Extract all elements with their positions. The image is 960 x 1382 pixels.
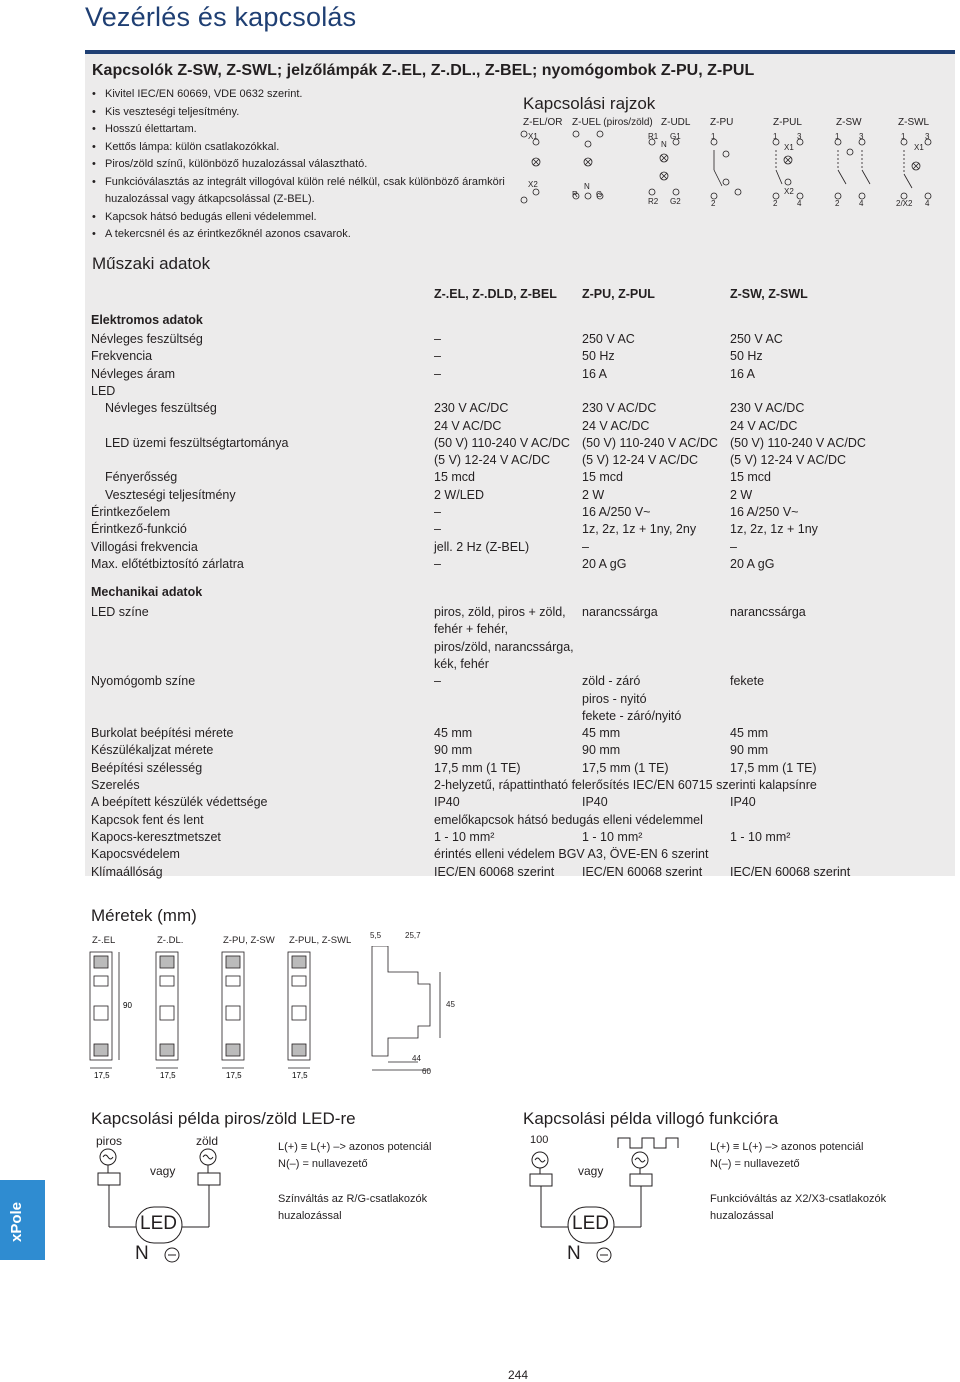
dim-label: Z-PU, Z-SW [223,935,275,946]
row-label: Nyomógomb színe [91,674,196,689]
table-row [91,847,951,864]
table-row [91,401,951,418]
note-line: L(+) ≡ L(+) –> azonos potenciál [278,1141,432,1153]
terminal-label: N [661,140,667,149]
table-row [91,522,951,539]
note-line: huzalozással [278,1210,342,1222]
row-label: Frekvencia [91,349,153,364]
column-header: Z-.EL, Z-.DLD, Z-BEL [434,287,557,301]
cell-c3: 17,5 mm (1 TE) [730,760,817,775]
table-row [91,605,951,622]
table-row [91,384,951,401]
label-100: 100 [530,1134,549,1146]
example2-diagram [522,1136,682,1275]
terminal-label: R1 [648,132,659,141]
cell-c2: – [582,539,589,554]
example1-diagram [90,1145,250,1275]
column-header: Z-PU, Z-PUL [582,287,655,301]
row-label: A beépített készülék védettsége [91,795,268,810]
dim-label: Z-.EL [92,935,116,946]
feature-item: • Kettős lámpa: külön csatlakozókkal. [92,139,512,157]
example1-note [278,1139,431,1173]
cell-c1: érintés elleni védelem BGV A3, ÖVE-EN 6 szerint [434,847,709,862]
dimensions-heading: Méretek (mm) [91,906,197,925]
cell-c2: IP40 [582,795,608,810]
row-label: Érintkező-funkció [91,522,187,537]
cell-c1: 17,5 mm (1 TE) [434,760,521,775]
row-label: LED üzemi feszültségtartománya [105,435,289,450]
cell-c1: – [434,556,441,571]
feature-item: • A tekercsnél és az érintkezőknél azonos csavarok. [92,226,512,244]
terminal-label: X2 [784,187,794,196]
cell-c1: 24 V AC/DC [434,418,502,433]
table-row [91,709,951,726]
row-label: Burkolat beépítési mérete [91,726,234,741]
schematic-label: Z-UDL [661,117,691,128]
terminal-label: X1 [914,143,924,152]
feature-item: • Kapcsok hátsó bedugás elleni védelemmel. [92,209,512,227]
terminal-label: 1 [711,132,716,141]
cell-c2: narancssárga [582,605,658,619]
cell-c3: 15 mcd [730,470,771,485]
feature-list [92,86,512,244]
terminal-label: 3 [797,132,802,141]
cell-c2: piros - nyitó [582,691,647,706]
cell-c2: 15 mcd [582,470,623,485]
cell-c3: 50 Hz [730,349,763,364]
dim-value: 60 [422,1067,431,1076]
n-label: N [567,1243,581,1264]
cell-c1: 2 W/LED [434,487,485,502]
dim-value: 25,7 [405,931,421,940]
table-row [91,453,951,470]
terminal-label: 2 [835,199,840,208]
cell-c2: zöld - záró [582,674,641,689]
table-row [91,692,951,709]
terminal-label: X1 [528,132,538,141]
example1-title: Kapcsolási példa piros/zöld LED-re [91,1109,356,1128]
led-label: LED [140,1213,177,1234]
cell-c1: piros/zöld, narancssárga, [434,639,574,654]
table-row [91,488,951,505]
example2-note [710,1139,863,1173]
terminal-label: 4 [797,199,802,208]
label-or: vagy [578,1164,604,1178]
side-tab [0,1180,45,1260]
row-label: Max. előtétbiztosító zárlatra [91,556,244,571]
schematic-label: Z-PU [710,117,734,128]
row-label: Névleges áram [91,366,176,381]
cell-c3: (50 V) 110-240 V AC/DC [730,435,866,450]
n-label: N [135,1243,149,1264]
schematic-label: Z-SW [836,117,862,128]
cell-c2: 2 W [582,487,605,502]
cell-c2: (50 V) 110-240 V AC/DC [582,435,718,450]
cell-c1: emelőkapcsok hátsó bedugás elleni védelemmel [434,812,703,827]
row-label: LED színe [91,605,149,619]
row-label: Készülékaljzat mérete [91,743,214,758]
table-row [91,726,951,743]
schematic-label: Z-UEL (piros/zöld) [572,117,653,128]
row-label: Kapocs-keresztmetszet [91,829,221,844]
cell-c1: IP40 [434,795,460,810]
terminal-label: X2 [528,180,538,189]
cell-c2: fekete - záró/nyitó [582,708,682,723]
schematic-label: Z-SWL [898,117,930,128]
cell-c3: 230 V AC/DC [730,401,805,416]
note-line: N(–) = nullavezető [710,1158,800,1170]
terminal-label: 2 [773,199,778,208]
terminal-label: 2 [711,199,716,208]
note-line: huzalozással [710,1210,774,1222]
led-label: LED [572,1213,609,1234]
cell-c1: – [434,349,441,364]
table-row [91,795,951,812]
note-line: Színváltás az R/G-csatlakozók [278,1193,428,1205]
row-label: Névleges feszültség [105,401,217,416]
table-row [91,830,951,847]
dim-value: 17,5 [94,1071,110,1080]
row-label: Veszteségi teljesítmény [105,487,236,502]
terminal-label: 4 [925,199,930,208]
dim-label: Z-.DL. [157,935,184,946]
table-row [91,761,951,778]
cell-c2: 1 - 10 mm² [582,829,643,844]
table-row [91,813,951,830]
schematic-label: Z-EL/OR [523,117,563,128]
table-row [91,419,951,436]
wiring-diagrams [518,130,948,212]
schematics-title: Kapcsolási rajzok [523,94,656,113]
row-label: Klímaállóság [91,864,163,879]
cell-c1: 1 - 10 mm² [434,829,495,844]
row-label: Névleges feszültség [91,332,203,346]
cell-c3: 24 V AC/DC [730,418,798,433]
terminal-label: R2 [648,197,659,206]
side-tab-label: xPole [8,1201,25,1242]
table-row [91,349,951,366]
row-label: Szerelés [91,778,140,792]
cell-c3: 16 A/250 V~ [730,505,799,519]
terminal-label: G2 [670,197,681,206]
feature-item: • Funkcióválasztás az integrált villogóval külön relé nélkül, csak különböző áramköri huzalozással vagy átkapcsolással (Z-BEL). [92,174,512,209]
cell-c3: 2 W [730,487,753,502]
cell-c3: 250 V AC [730,332,783,346]
row-label: LED [91,383,116,398]
cell-c3: 20 A gG [730,556,775,571]
table-row [91,332,951,349]
section-title: Kapcsolók Z-SW, Z-SWL; jelzőlámpák Z-.EL, Z-.DL., Z-BEL; nyomógombok Z-PU, Z-PUL [92,62,755,79]
cell-c2: 20 A gG [582,556,627,571]
cell-c3: – [730,539,737,554]
cell-c2: 50 Hz [582,349,615,364]
cell-c1: IEC/EN 60068 szerint [434,864,555,879]
terminal-label: 3 [925,132,930,141]
cell-c2: 250 V AC [582,332,635,346]
feature-item: • Kis veszteségi teljesítmény. [92,104,512,122]
cell-c3: 1 - 10 mm² [730,829,791,844]
cell-c1: jell. 2 Hz (Z-BEL) [434,539,530,554]
terminal-label: G [596,190,603,199]
cell-c1: – [434,366,441,381]
table-row [91,778,951,795]
row-label: Villogási frekvencia [91,539,198,554]
cell-c3: IEC/EN 60068 szerint [730,864,851,879]
dim-value: 17,5 [226,1071,242,1080]
table-row [91,367,951,384]
cell-c3: 90 mm [730,743,769,758]
cell-c2: 230 V AC/DC [582,401,657,416]
terminal-label: 1 [835,132,840,141]
cell-c1: 2-helyzetű, rápattintható felerősítés IEC/EN 60715 szerinti kalapsínre [434,778,817,792]
cell-c1: – [434,674,441,689]
terminal-label: X1 [784,143,794,152]
cell-c1: – [434,505,441,519]
cell-c2: 16 A/250 V~ [582,505,651,519]
column-header: Z-SW, Z-SWL [730,287,808,301]
cell-c1: 15 mcd [434,470,475,485]
row-label: Érintkezőelem [91,505,171,519]
table-row [91,674,951,691]
cell-c2: 17,5 mm (1 TE) [582,760,669,775]
example2-note2 [710,1191,886,1225]
row-label: Fényerősség [105,470,178,485]
electrical-heading: Elektromos adatok [91,313,203,327]
cell-c2: 16 A [582,366,608,381]
table-row [91,540,951,557]
dim-value: 45 [446,1000,455,1009]
mechanical-heading: Mechanikai adatok [91,585,203,599]
terminal-label: 1 [901,132,906,141]
schematic-label: Z-PUL [773,117,802,128]
table-row [91,622,951,639]
page-title: Vezérlés és kapcsolás [85,2,357,32]
note-line: Funkcióváltás az X2/X3-csatlakozók [710,1193,887,1205]
cell-c1: (50 V) 110-240 V AC/DC [434,435,570,450]
table-row [91,657,951,674]
terminal-label: 1 [773,132,778,141]
page-number: 244 [508,1368,529,1382]
cell-c2: 45 mm [582,726,621,741]
cell-c3: 1z, 2z, 1z + 1ny [730,522,818,537]
example1-note2 [278,1191,427,1225]
cell-c3: fekete [730,674,765,689]
label-or: vagy [150,1164,176,1178]
table-row [91,557,951,574]
table-row [91,640,951,657]
example2-title: Kapcsolási példa villogó funkcióra [523,1109,779,1128]
feature-item: • Piros/zöld színű, különböző huzalozással választható. [92,156,512,174]
table-row [91,743,951,760]
dim-value: 17,5 [292,1071,308,1080]
feature-item: • Kivitel IEC/EN 60669, VDE 0632 szerint. [92,86,512,104]
cell-c3: 16 A [730,366,756,381]
table-row [91,505,951,522]
cell-c2: 1z, 2z, 1z + 1ny, 2ny [582,522,697,537]
dim-value: 44 [412,1054,421,1063]
device-outlines [88,946,448,1080]
table-row [91,865,951,882]
cell-c1: fehér + fehér, [434,622,509,637]
label-green: zöld [196,1134,219,1148]
row-label: Beépítési szélesség [91,760,203,775]
cell-c3: narancssárga [730,605,806,619]
terminal-label: 3 [859,132,864,141]
label-red: piros [96,1134,123,1148]
cell-c1: 230 V AC/DC [434,401,509,416]
table-row [91,470,951,487]
terminal-label: N [584,182,590,191]
row-label: Kapocsvédelem [91,847,180,862]
cell-c2: (5 V) 12-24 V AC/DC [582,453,699,468]
cell-c2: 24 V AC/DC [582,418,650,433]
cell-c3: 45 mm [730,726,769,741]
terminal-label: 2/X2 [896,199,913,208]
table-row [91,436,951,453]
row-label: Kapcsok fent és lent [91,812,204,827]
cell-c1: – [434,522,441,537]
terminal-label: G1 [670,132,681,141]
cell-c1: kék, fehér [434,656,489,671]
dim-value: 17,5 [160,1071,176,1080]
terminal-label: 4 [859,199,864,208]
cell-c3: IP40 [730,795,756,810]
cell-c2: 90 mm [582,743,621,758]
note-line: L(+) ≡ L(+) –> azonos potenciál [710,1141,864,1153]
feature-item: • Hosszú élettartam. [92,121,512,139]
cell-c1: piros, zöld, piros + zöld, [434,605,566,619]
dim-label: Z-PUL, Z-SWL [289,935,352,946]
cell-c2: IEC/EN 60068 szerint [582,864,703,879]
cell-c1: (5 V) 12-24 V AC/DC [434,453,551,468]
technical-heading: Műszaki adatok [92,254,211,273]
dim-value: 90 [123,1001,132,1010]
cell-c1: – [434,332,441,346]
cell-c3: (5 V) 12-24 V AC/DC [730,453,847,468]
dim-value: 5,5 [370,931,382,940]
note-line: N(–) = nullavezető [278,1158,368,1170]
terminal-label: R [572,190,578,199]
cell-c1: 90 mm [434,743,473,758]
cell-c1: 45 mm [434,726,473,741]
